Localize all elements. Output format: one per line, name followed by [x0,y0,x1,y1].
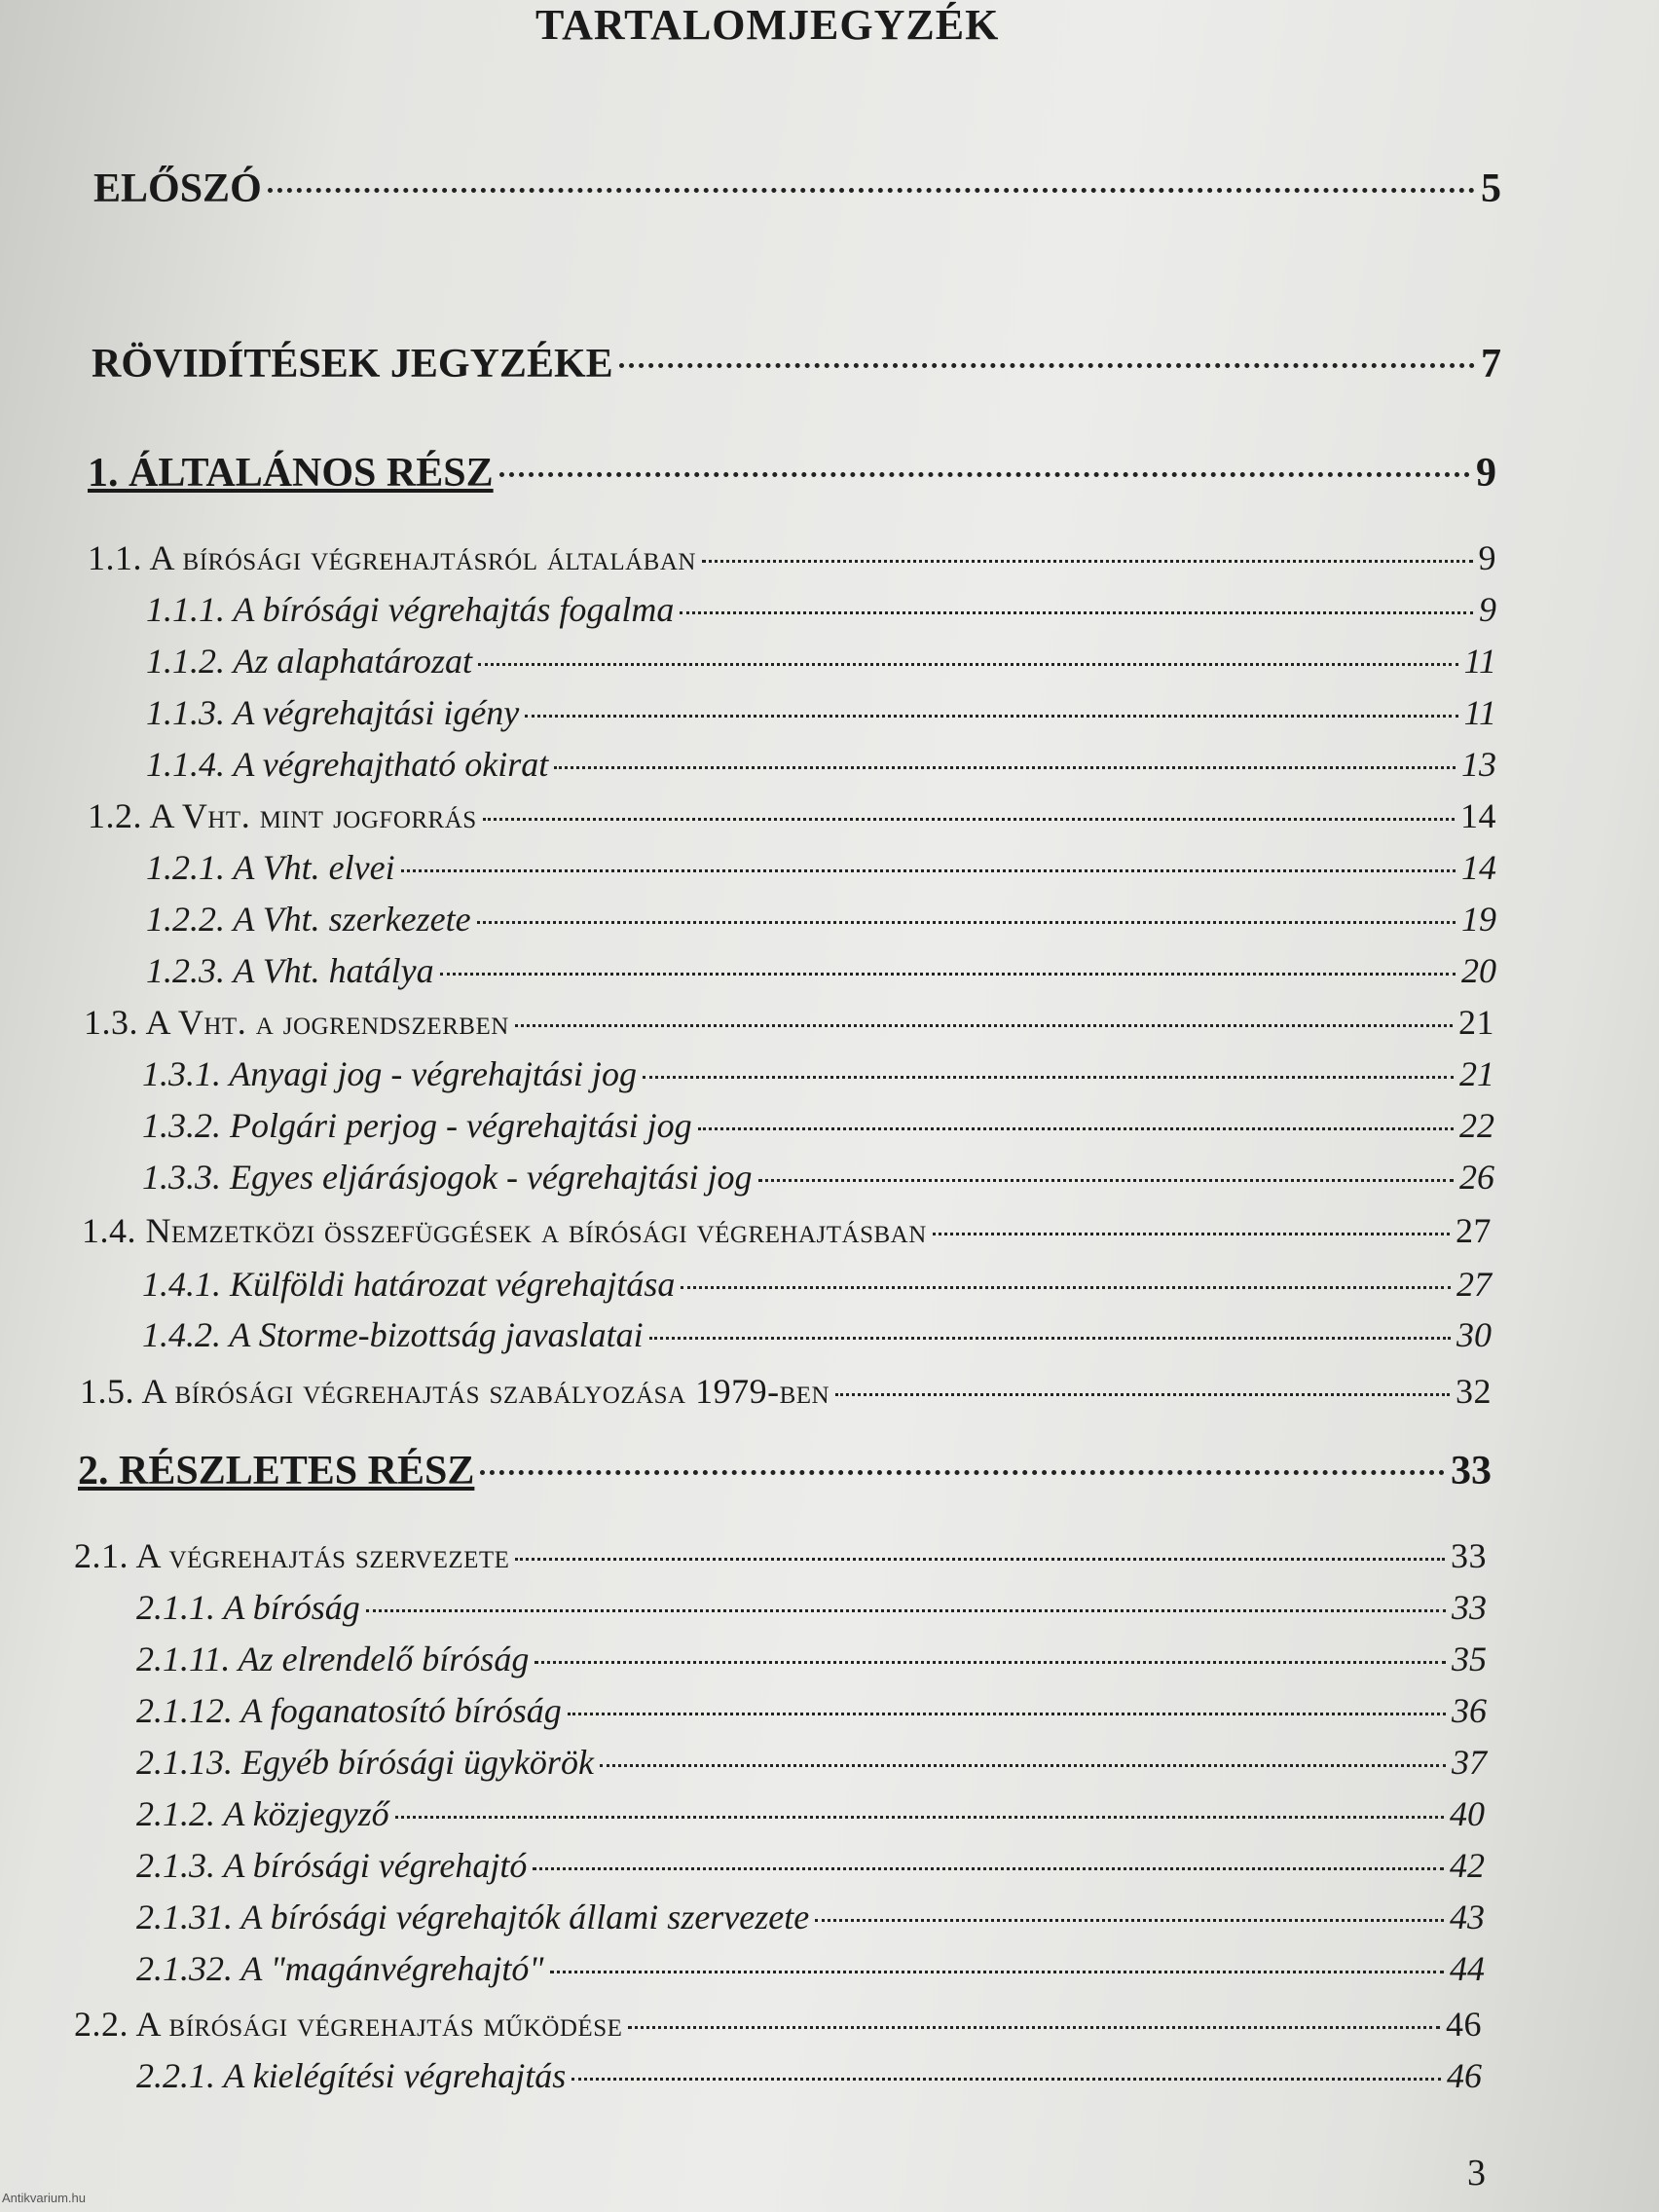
toc-entry-page: 43 [1450,1898,1485,1936]
toc-entry-page: 5 [1481,166,1501,211]
toc-entry-label: 1.1.3. A végrehajtási igény [146,693,520,732]
toc-entry [136,2055,1482,2096]
toc-entry-page: 33 [1451,1449,1492,1493]
toc-entry-page: 21 [1459,1054,1494,1093]
toc-entry-page: 9 [1478,538,1496,577]
toc-entry-label: ELŐSZÓ [93,166,262,211]
dot-leader [525,711,1457,718]
dot-leader [649,1333,1451,1340]
dot-leader [702,556,1473,563]
toc-entry-page: 30 [1456,1315,1492,1354]
toc-entry [142,1053,1494,1094]
toc-entry [136,1587,1487,1628]
toc-entry [136,1639,1487,1679]
page-number: 3 [1467,2153,1486,2194]
toc-entry-label: 2.1.32. A "magánvégrehajtó" [136,1949,544,1988]
dot-leader [681,1282,1451,1289]
dot-leader [680,608,1473,614]
toc-entry-page: 27 [1456,1211,1492,1250]
toc-entry [88,450,1496,497]
dot-leader [395,1812,1444,1819]
dot-leader [483,814,1455,821]
toc-entry-page: 9 [1479,590,1496,629]
toc-entry-label: 1.1. A bírósági végrehajtásról általában [88,538,696,577]
toc-entry-label: 1.2. A Vht. mint jogforrás [88,796,477,835]
toc-entry-page: 14 [1461,848,1496,887]
toc-entry-label: 2.1.13. Egyéb bírósági ügykörök [136,1743,594,1782]
toc-entry-page: 7 [1481,342,1501,387]
toc-entry [146,589,1496,630]
toc-entry [88,795,1496,836]
dot-leader [480,1466,1445,1475]
toc-entry [142,1157,1494,1198]
dot-leader [533,1863,1444,1870]
toc-entry-page: 21 [1458,1003,1494,1042]
dot-leader [600,1760,1446,1767]
toc-entry-label: 1.1.4. A végrehajtható okirat [146,745,549,784]
dot-leader [628,2022,1440,2029]
toc-entry-label: 1.5. A bírósági végrehajtás szabályozása 1979-ben [80,1372,830,1411]
toc-entry-label: 1.3.2. Polgári perjog - végrehajtási jog [142,1106,692,1145]
dot-leader [571,2074,1441,2081]
toc-entry-label: 1.3.1. Anyagi jog - végrehajtási jog [142,1054,637,1093]
toc-entry [146,847,1496,888]
toc-entry-label: 1.2.1. A Vht. elvei [146,848,395,887]
toc-entry [136,1742,1487,1783]
toc-entry-label: 2.2. A bírósági végrehajtás működése [74,2005,623,2044]
toc-entry-page: 9 [1476,451,1496,496]
toc-entry-page: 46 [1447,2056,1482,2095]
toc-entry [136,1948,1485,1989]
dot-leader [401,866,1456,872]
dot-leader [366,1605,1446,1612]
toc-entry-page: 11 [1463,642,1496,681]
toc-entry-page: 20 [1461,951,1496,990]
toc-entry [136,1897,1485,1937]
dot-leader [478,659,1458,666]
toc-entry-page: 14 [1460,796,1496,835]
toc-entry-label: 2.1.31. A bírósági végrehajtók állami szervezete [136,1898,810,1936]
toc-entry-page: 33 [1451,1536,1487,1575]
toc-entry-page: 42 [1450,1846,1485,1885]
toc-entry [84,1002,1494,1043]
toc-entry-page: 32 [1456,1372,1492,1411]
dot-leader [758,1175,1454,1182]
dot-leader [499,468,1470,477]
toc-entry [88,537,1496,578]
toc-entry-page: 36 [1452,1691,1487,1730]
dot-leader [515,1020,1453,1027]
toc-entry-page: 19 [1461,900,1496,939]
toc-entry [136,1690,1487,1731]
dot-leader [643,1072,1454,1079]
toc-entry-page: 26 [1459,1158,1494,1197]
dot-leader [535,1657,1446,1664]
toc-entry-page: 40 [1450,1794,1485,1833]
dot-leader [698,1124,1454,1130]
toc-entry-label: 1. ÁLTALÁNOS RÉSZ [88,451,494,496]
toc-entry [146,744,1496,785]
toc-entry-label: 1.2.3. A Vht. hatálya [146,951,434,990]
watermark: Antikvarium.hu [2,2191,86,2205]
toc-entry-label: 1.1.2. Az alaphatározat [146,642,473,681]
toc-entry [146,899,1496,940]
toc-entry-label: 2.1.11. Az elrendelő bíróság [136,1640,530,1678]
toc-entry-label: 2.1.1. A bíróság [136,1588,360,1627]
toc-entry-label: RÖVIDÍTÉSEK JEGYZÉKE [92,342,613,387]
toc-entry [92,341,1501,387]
dot-leader [815,1915,1444,1922]
toc-entry-label: 1.3. A Vht. a jogrendszerben [84,1003,509,1042]
toc-entry-page: 46 [1446,2005,1482,2044]
toc-entry-page: 13 [1461,745,1496,784]
dot-leader [568,1709,1446,1715]
dot-leader [477,917,1456,924]
toc-entry-label: 2.1.3. A bírósági végrehajtó [136,1846,528,1885]
toc-entry [136,1793,1485,1834]
toc-entry [82,1210,1492,1251]
toc-entry-page: 27 [1456,1265,1492,1304]
dot-leader [550,1967,1444,1973]
dot-leader [515,1554,1445,1561]
toc-entry-label: 2.1.2. A közjegyző [136,1794,389,1833]
toc-entry-label: 1.4.2. A Storme-bizottság javaslatai [142,1315,644,1354]
dot-leader [554,762,1456,769]
dot-leader [268,184,1475,193]
toc-entry-label: 1.3.3. Egyes eljárásjogok - végrehajtási jog [142,1158,753,1197]
toc-entry-page: 33 [1452,1588,1487,1627]
toc-entry [146,692,1496,733]
toc-entry [142,1264,1492,1305]
dot-leader [933,1229,1450,1235]
toc-entry-label: 2. RÉSZLETES RÉSZ [78,1449,475,1493]
toc-entry-label: 1.2.2. A Vht. szerkezete [146,900,471,939]
toc-entry [78,1448,1492,1494]
dot-leader [835,1389,1450,1396]
toc-entry-label: 1.1.1. A bírósági végrehajtás fogalma [146,590,675,629]
page-title: TARTALOMJEGYZÉK [535,1,1000,49]
toc-entry-label: 2.1. A végrehajtás szervezete [74,1536,510,1575]
toc-entry-label: 1.4.1. Külföldi határozat végrehajtása [142,1265,676,1304]
toc-entry-page: 11 [1463,693,1496,732]
toc-entry-label: 2.2.1. A kielégítési végrehajtás [136,2056,567,2095]
toc-entry-page: 37 [1452,1743,1487,1782]
toc-entry-page: 44 [1450,1949,1485,1988]
toc-entry [136,1845,1485,1886]
toc-entry [142,1314,1492,1355]
toc-entry [142,1105,1494,1146]
toc-entry [146,950,1496,991]
toc-entry [74,1535,1487,1576]
dot-leader [440,969,1456,976]
toc-entry [93,166,1501,212]
toc-entry-label: 2.1.12. A foganatosító bíróság [136,1691,562,1730]
toc-entry [80,1371,1492,1412]
toc-entry-page: 35 [1452,1640,1487,1678]
toc-entry [74,2004,1482,2045]
toc-entry-label: 1.4. Nemzetközi összefüggések a bírósági végrehajtásban [82,1211,927,1250]
dot-leader [619,359,1475,368]
toc-entry [146,641,1496,682]
toc-entry-page: 22 [1459,1106,1494,1145]
